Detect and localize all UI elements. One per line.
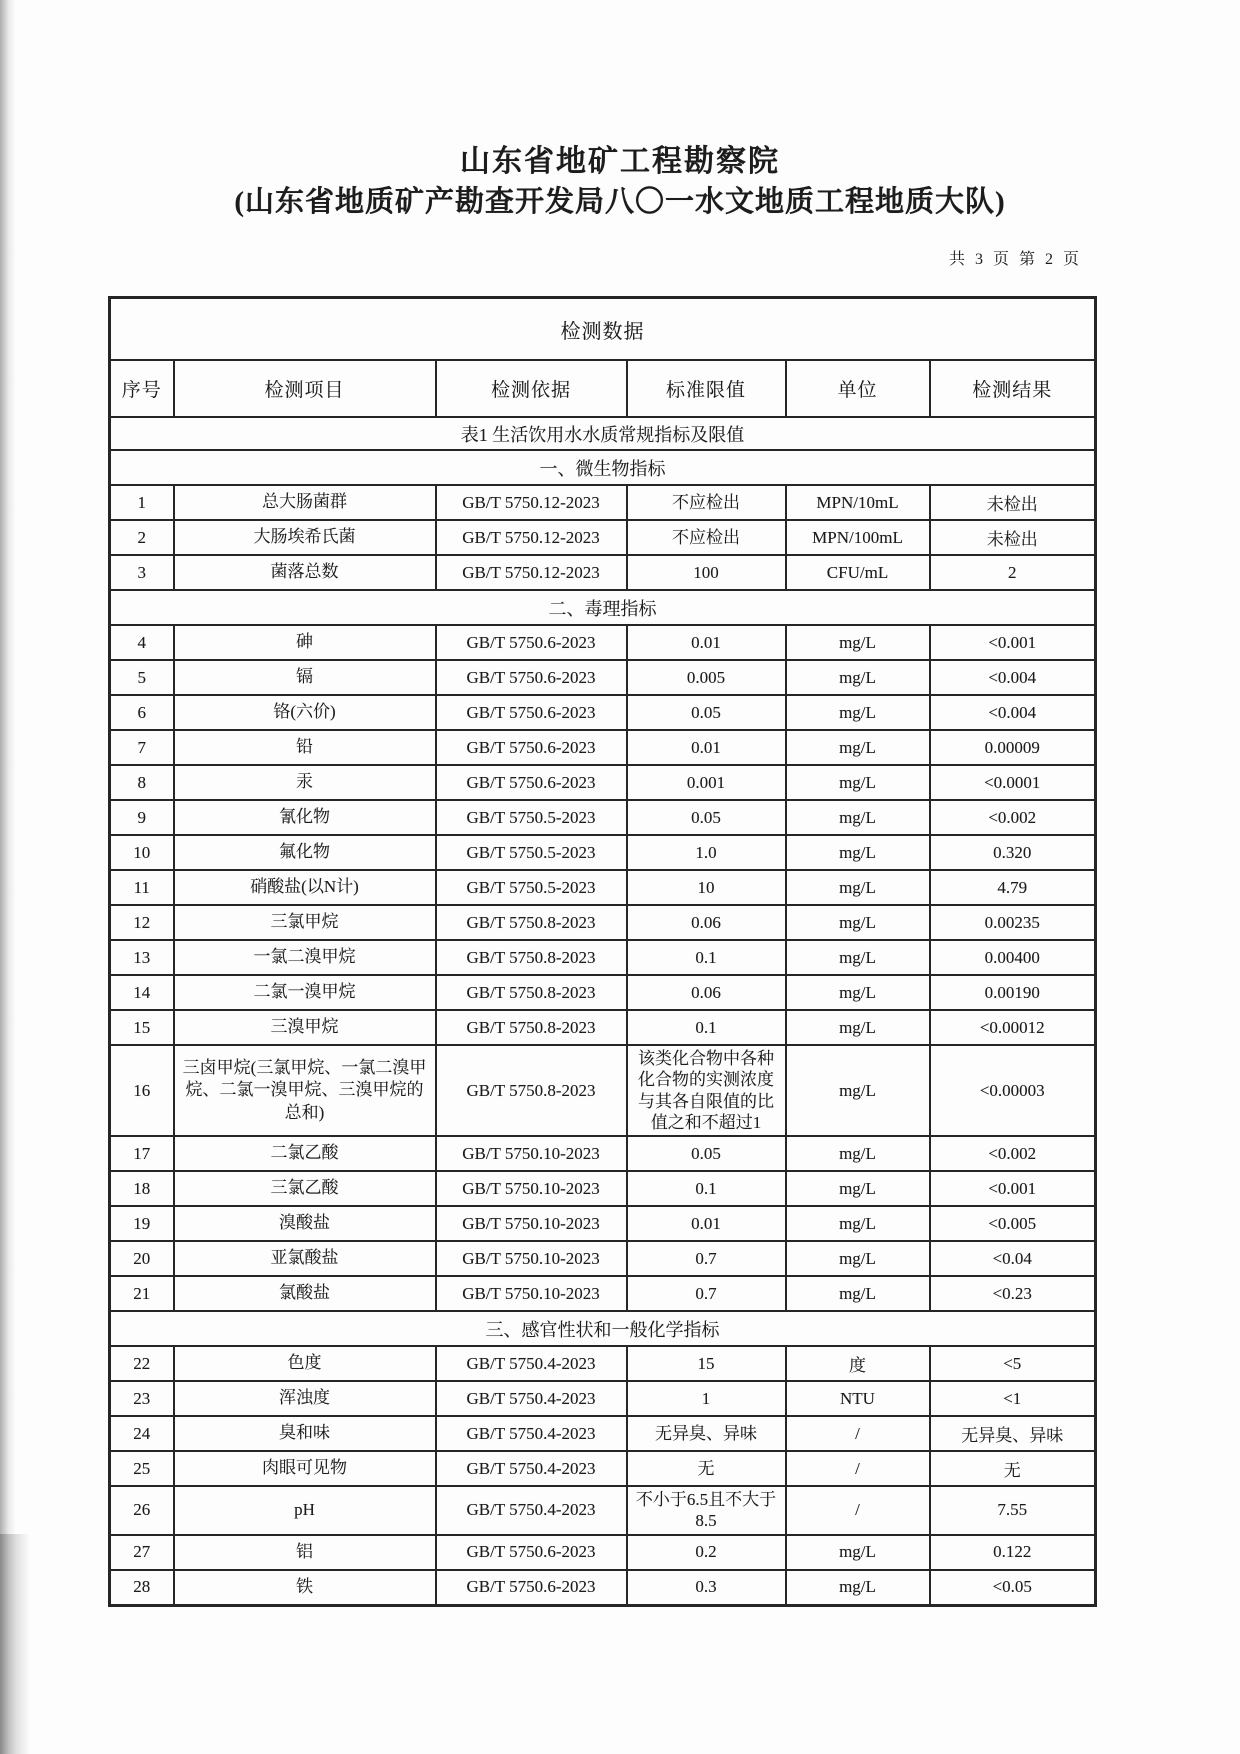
cell-unit: / — [786, 1486, 930, 1535]
cell-item: 总大肠菌群 — [174, 485, 436, 520]
scan-shadow-bottom-left — [0, 1534, 30, 1754]
section-title: 一、微生物指标 — [110, 450, 1096, 485]
cell-limit: 0.7 — [627, 1276, 786, 1311]
cell-unit: mg/L — [786, 940, 930, 975]
cell-index: 15 — [110, 1010, 174, 1045]
table-row — [110, 800, 1096, 835]
cell-item: 亚氯酸盐 — [174, 1241, 436, 1276]
cell-limit: 1.0 — [627, 835, 786, 870]
cell-item: 氯酸盐 — [174, 1276, 436, 1311]
cell-limit: 该类化合物中各种化合物的实测浓度与其各自限值的比值之和不超过1 — [627, 1045, 786, 1136]
cell-index: 11 — [110, 870, 174, 905]
cell-basis: GB/T 5750.12-2023 — [436, 555, 627, 590]
cell-item: 氟化物 — [174, 835, 436, 870]
table-row — [110, 695, 1096, 730]
cell-index: 22 — [110, 1346, 174, 1381]
cell-index: 14 — [110, 975, 174, 1010]
cell-basis: GB/T 5750.6-2023 — [436, 1535, 627, 1570]
cell-result: 0.00190 — [930, 975, 1096, 1010]
cell-basis: GB/T 5750.8-2023 — [436, 1010, 627, 1045]
cell-index: 23 — [110, 1381, 174, 1416]
page-number: 共 3 页 第 2 页 — [948, 251, 1082, 268]
cell-index: 3 — [110, 555, 174, 590]
cell-item: 铬(六价) — [174, 695, 436, 730]
table-row — [110, 485, 1096, 520]
cell-result: <0.00012 — [930, 1010, 1096, 1045]
section-header-row — [110, 590, 1096, 625]
results-table — [108, 296, 1097, 1607]
column-header-item: 检测项目 — [174, 360, 436, 417]
cell-unit: mg/L — [786, 870, 930, 905]
cell-index: 5 — [110, 660, 174, 695]
cell-unit: mg/L — [786, 1206, 930, 1241]
cell-limit: 0.05 — [627, 1136, 786, 1171]
cell-index: 18 — [110, 1171, 174, 1206]
cell-result: <0.05 — [930, 1570, 1096, 1606]
cell-item: 砷 — [174, 625, 436, 660]
column-header-unit: 单位 — [786, 360, 930, 417]
cell-result: <0.00003 — [930, 1045, 1096, 1136]
cell-unit: 度 — [786, 1346, 930, 1381]
cell-index: 10 — [110, 835, 174, 870]
cell-item: pH — [174, 1486, 436, 1535]
cell-result: 0.00400 — [930, 940, 1096, 975]
cell-item: 三氯甲烷 — [174, 905, 436, 940]
cell-result: <0.002 — [930, 1136, 1096, 1171]
cell-limit: 0.01 — [627, 1206, 786, 1241]
table-row — [110, 520, 1096, 555]
table-subtitle: 表1 生活饮用水水质常规指标及限值 — [110, 417, 1096, 450]
cell-result: 0.122 — [930, 1535, 1096, 1570]
column-header-result: 检测结果 — [930, 360, 1096, 417]
cell-basis: GB/T 5750.6-2023 — [436, 695, 627, 730]
cell-limit: 0.06 — [627, 975, 786, 1010]
cell-basis: GB/T 5750.10-2023 — [436, 1171, 627, 1206]
cell-limit: 0.001 — [627, 765, 786, 800]
cell-index: 26 — [110, 1486, 174, 1535]
table-row — [110, 1451, 1096, 1486]
table-row — [110, 1535, 1096, 1570]
cell-index: 19 — [110, 1206, 174, 1241]
table-row — [110, 660, 1096, 695]
table-row — [110, 975, 1096, 1010]
cell-result: 未检出 — [930, 485, 1096, 520]
cell-basis: GB/T 5750.10-2023 — [436, 1206, 627, 1241]
cell-index: 16 — [110, 1045, 174, 1136]
table-row — [110, 555, 1096, 590]
cell-limit: 0.05 — [627, 800, 786, 835]
table-header-row — [110, 360, 1096, 417]
cell-item: 一氯二溴甲烷 — [174, 940, 436, 975]
cell-basis: GB/T 5750.10-2023 — [436, 1276, 627, 1311]
cell-item: 菌落总数 — [174, 555, 436, 590]
page-title: 山东省地矿工程勘察院 — [460, 145, 780, 178]
cell-item: 二氯乙酸 — [174, 1136, 436, 1171]
cell-limit: 0.2 — [627, 1535, 786, 1570]
cell-item: 色度 — [174, 1346, 436, 1381]
cell-unit: / — [786, 1416, 930, 1451]
cell-result: <0.002 — [930, 800, 1096, 835]
cell-unit: NTU — [786, 1381, 930, 1416]
cell-limit: 0.005 — [627, 660, 786, 695]
column-header-limit: 标准限值 — [627, 360, 786, 417]
table-row — [110, 1346, 1096, 1381]
cell-index: 1 — [110, 485, 174, 520]
table-row — [110, 1381, 1096, 1416]
table-row — [110, 765, 1096, 800]
cell-index: 12 — [110, 905, 174, 940]
cell-item: 氰化物 — [174, 800, 436, 835]
cell-limit: 10 — [627, 870, 786, 905]
cell-basis: GB/T 5750.4-2023 — [436, 1451, 627, 1486]
cell-index: 9 — [110, 800, 174, 835]
scan-shadow-left — [0, 0, 16, 1754]
cell-item: 铁 — [174, 1570, 436, 1606]
cell-unit: mg/L — [786, 975, 930, 1010]
cell-item: 溴酸盐 — [174, 1206, 436, 1241]
cell-result: <0.04 — [930, 1241, 1096, 1276]
cell-basis: GB/T 5750.12-2023 — [436, 485, 627, 520]
cell-limit: 无异臭、异味 — [627, 1416, 786, 1451]
cell-item: 大肠埃希氏菌 — [174, 520, 436, 555]
cell-unit: mg/L — [786, 1570, 930, 1606]
cell-limit: 不小于6.5且不大于8.5 — [627, 1486, 786, 1535]
cell-basis: GB/T 5750.5-2023 — [436, 835, 627, 870]
cell-result: <1 — [930, 1381, 1096, 1416]
table-row — [110, 1276, 1096, 1311]
cell-item: 三氯乙酸 — [174, 1171, 436, 1206]
page-subtitle: (山东省地质矿产勘查开发局八〇一水文地质工程地质大队) — [234, 186, 1006, 218]
cell-limit: 0.1 — [627, 940, 786, 975]
table-caption-row — [110, 298, 1096, 361]
cell-result: 无异臭、异味 — [930, 1416, 1096, 1451]
cell-result: <0.004 — [930, 695, 1096, 730]
table-row — [110, 1010, 1096, 1045]
cell-unit: mg/L — [786, 1171, 930, 1206]
cell-index: 27 — [110, 1535, 174, 1570]
cell-unit: MPN/100mL — [786, 520, 930, 555]
cell-index: 20 — [110, 1241, 174, 1276]
cell-limit: 100 — [627, 555, 786, 590]
cell-basis: GB/T 5750.6-2023 — [436, 730, 627, 765]
cell-item: 三溴甲烷 — [174, 1010, 436, 1045]
cell-index: 24 — [110, 1416, 174, 1451]
cell-unit: mg/L — [786, 1045, 930, 1136]
cell-result: 0.00235 — [930, 905, 1096, 940]
cell-basis: GB/T 5750.10-2023 — [436, 1136, 627, 1171]
cell-limit: 不应检出 — [627, 485, 786, 520]
cell-basis: GB/T 5750.12-2023 — [436, 520, 627, 555]
cell-result: 无 — [930, 1451, 1096, 1486]
cell-item: 浑浊度 — [174, 1381, 436, 1416]
cell-result: <5 — [930, 1346, 1096, 1381]
cell-unit: MPN/10mL — [786, 485, 930, 520]
document-header — [0, 142, 1240, 222]
cell-result: 0.320 — [930, 835, 1096, 870]
cell-limit: 0.3 — [627, 1570, 786, 1606]
cell-result: 2 — [930, 555, 1096, 590]
table-row — [110, 1570, 1096, 1606]
cell-item: 三卤甲烷(三氯甲烷、一氯二溴甲烷、二氯一溴甲烷、三溴甲烷的总和) — [174, 1045, 436, 1136]
cell-basis: GB/T 5750.6-2023 — [436, 660, 627, 695]
table-row — [110, 940, 1096, 975]
cell-unit: mg/L — [786, 730, 930, 765]
cell-basis: GB/T 5750.8-2023 — [436, 975, 627, 1010]
cell-unit: mg/L — [786, 1136, 930, 1171]
cell-unit: mg/L — [786, 625, 930, 660]
cell-result: 7.55 — [930, 1486, 1096, 1535]
cell-item: 镉 — [174, 660, 436, 695]
cell-result: <0.23 — [930, 1276, 1096, 1311]
table-subtitle-row — [110, 417, 1096, 450]
cell-limit: 0.05 — [627, 695, 786, 730]
cell-unit: mg/L — [786, 1535, 930, 1570]
cell-unit: mg/L — [786, 1276, 930, 1311]
cell-basis: GB/T 5750.4-2023 — [436, 1416, 627, 1451]
cell-basis: GB/T 5750.4-2023 — [436, 1346, 627, 1381]
cell-item: 硝酸盐(以N计) — [174, 870, 436, 905]
cell-basis: GB/T 5750.6-2023 — [436, 765, 627, 800]
cell-limit: 0.01 — [627, 625, 786, 660]
table-row — [110, 870, 1096, 905]
cell-index: 17 — [110, 1136, 174, 1171]
cell-index: 28 — [110, 1570, 174, 1606]
cell-result: 0.00009 — [930, 730, 1096, 765]
cell-result: <0.001 — [930, 625, 1096, 660]
cell-unit: mg/L — [786, 800, 930, 835]
table-row — [110, 625, 1096, 660]
cell-basis: GB/T 5750.5-2023 — [436, 870, 627, 905]
cell-unit: mg/L — [786, 1241, 930, 1276]
cell-unit: mg/L — [786, 835, 930, 870]
cell-limit: 不应检出 — [627, 520, 786, 555]
column-header-index: 序号 — [110, 360, 174, 417]
cell-index: 25 — [110, 1451, 174, 1486]
cell-basis: GB/T 5750.6-2023 — [436, 625, 627, 660]
cell-unit: mg/L — [786, 1010, 930, 1045]
table-row — [110, 905, 1096, 940]
cell-unit: / — [786, 1451, 930, 1486]
cell-item: 汞 — [174, 765, 436, 800]
table-row — [110, 1206, 1096, 1241]
cell-index: 21 — [110, 1276, 174, 1311]
cell-unit: mg/L — [786, 765, 930, 800]
cell-basis: GB/T 5750.6-2023 — [436, 1570, 627, 1606]
table-row — [110, 730, 1096, 765]
cell-unit: mg/L — [786, 660, 930, 695]
cell-index: 13 — [110, 940, 174, 975]
table-row — [110, 1486, 1096, 1535]
cell-limit: 0.01 — [627, 730, 786, 765]
cell-unit: CFU/mL — [786, 555, 930, 590]
cell-limit: 0.06 — [627, 905, 786, 940]
section-title: 三、感官性状和一般化学指标 — [110, 1311, 1096, 1346]
cell-limit: 0.1 — [627, 1010, 786, 1045]
cell-limit: 15 — [627, 1346, 786, 1381]
cell-index: 8 — [110, 765, 174, 800]
section-header-row — [110, 450, 1096, 485]
cell-result: <0.001 — [930, 1171, 1096, 1206]
cell-item: 铝 — [174, 1535, 436, 1570]
section-header-row — [110, 1311, 1096, 1346]
cell-item: 铅 — [174, 730, 436, 765]
cell-unit: mg/L — [786, 905, 930, 940]
cell-index: 2 — [110, 520, 174, 555]
cell-result: 4.79 — [930, 870, 1096, 905]
cell-limit: 0.1 — [627, 1171, 786, 1206]
cell-basis: GB/T 5750.8-2023 — [436, 905, 627, 940]
section-title: 二、毒理指标 — [110, 590, 1096, 625]
cell-result: 未检出 — [930, 520, 1096, 555]
cell-item: 臭和味 — [174, 1416, 436, 1451]
table-row — [110, 1045, 1096, 1136]
table-row — [110, 835, 1096, 870]
cell-limit: 0.7 — [627, 1241, 786, 1276]
cell-item: 二氯一溴甲烷 — [174, 975, 436, 1010]
cell-basis: GB/T 5750.5-2023 — [436, 800, 627, 835]
cell-basis: GB/T 5750.4-2023 — [436, 1381, 627, 1416]
table-row — [110, 1171, 1096, 1206]
cell-limit: 无 — [627, 1451, 786, 1486]
cell-item: 肉眼可见物 — [174, 1451, 436, 1486]
cell-unit: mg/L — [786, 695, 930, 730]
cell-result: <0.005 — [930, 1206, 1096, 1241]
cell-basis: GB/T 5750.8-2023 — [436, 1045, 627, 1136]
cell-index: 6 — [110, 695, 174, 730]
cell-result: <0.004 — [930, 660, 1096, 695]
table-row — [110, 1416, 1096, 1451]
cell-index: 7 — [110, 730, 174, 765]
cell-basis: GB/T 5750.4-2023 — [436, 1486, 627, 1535]
cell-index: 4 — [110, 625, 174, 660]
column-header-basis: 检测依据 — [436, 360, 627, 417]
table-row — [110, 1241, 1096, 1276]
cell-basis: GB/T 5750.8-2023 — [436, 940, 627, 975]
table-caption: 检测数据 — [110, 298, 1096, 361]
cell-basis: GB/T 5750.10-2023 — [436, 1241, 627, 1276]
cell-limit: 1 — [627, 1381, 786, 1416]
table-row — [110, 1136, 1096, 1171]
cell-result: <0.0001 — [930, 765, 1096, 800]
